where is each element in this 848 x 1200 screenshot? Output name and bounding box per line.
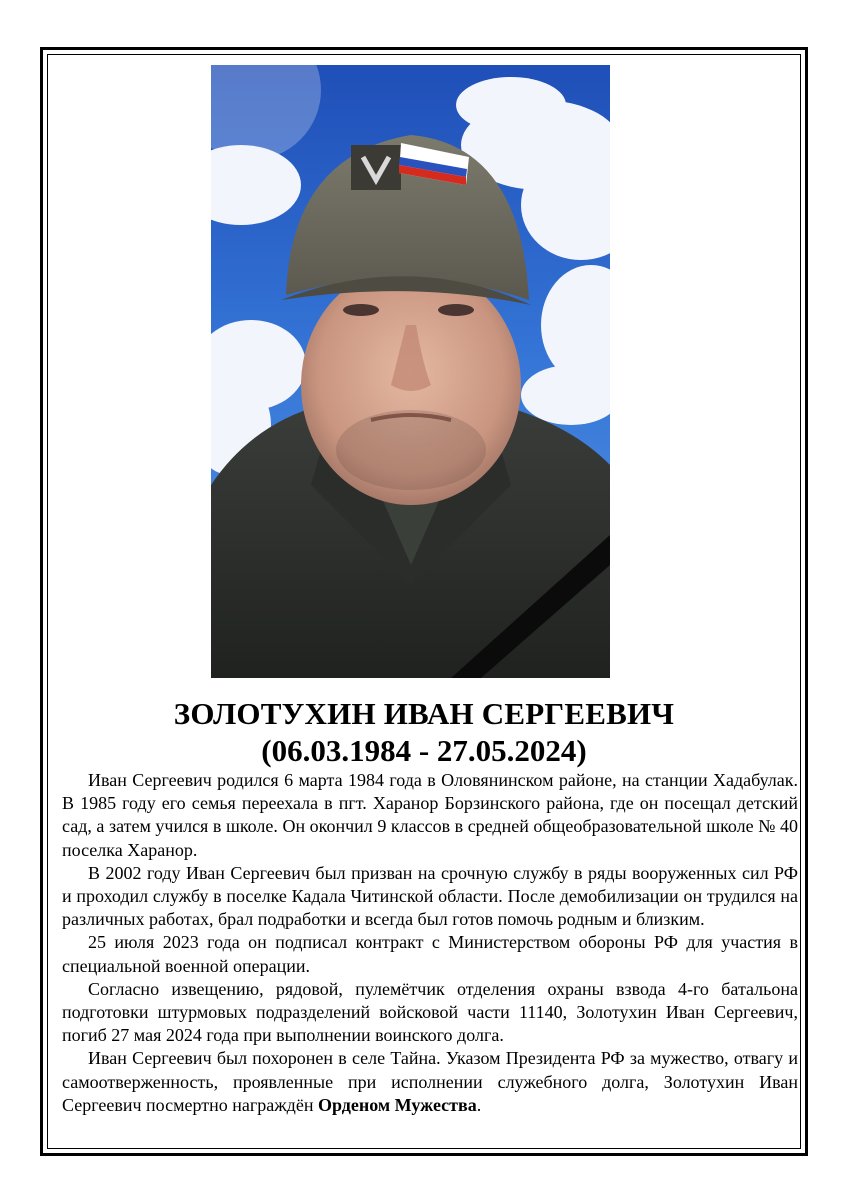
award-name: Орденом Мужества (317, 1094, 477, 1115)
bio-paragraph: 25 июля 2023 года он подписал контракт с Министерством обороны РФ для участия в специальной военной операции. (62, 932, 798, 976)
bio-paragraph (62, 1047, 798, 1117)
portrait-photo (211, 65, 610, 678)
bio-text-end: . (476, 1094, 482, 1115)
biography (62, 769, 798, 1117)
bio-paragraph: Иван Сергеевич родился 6 марта 1984 года в Оловянинском районе, на станции Хадабулак. В 1985 году его семья переехала в пгт. Харанор Борзинского района, где он посещал детский сад, а затем учился в школе. Он окончил 9 классов в средней общеобразовательной школе № 40 поселка Харанор. (62, 770, 798, 860)
bio-paragraph: В 2002 году Иван Сергеевич был призван на срочную службу в ряды вооруженных сил РФ и проходил службу в поселке Кадала Читинской области. После демобилизации он трудился на различных работах, брал подработки и всегда был готов помочь родным и близким. (62, 862, 798, 930)
person-name: ЗОЛОТУХИН ИВАН СЕРГЕЕВИЧ (173, 696, 675, 731)
life-dates: (06.03.1984 - 27.05.2024) (261, 733, 587, 768)
bio-paragraph: Согласно извещению, рядовой, пулемётчик отделения охраны взвода 4-го батальона подготовки штурмовых подразделений войсковой части 11140, Золотухин Иван Сергеевич, погиб 27 мая 2024 года при выполнении воинского долга. (62, 978, 798, 1046)
bio-text: Иван Сергеевич был похоронен в селе Тайна. Указом Президента РФ за мужество, отвагу и самоотверженность, проявленные при исполнении служебного долга, Золотухин Иван Сергеевич посмертно награждён (62, 1048, 798, 1115)
